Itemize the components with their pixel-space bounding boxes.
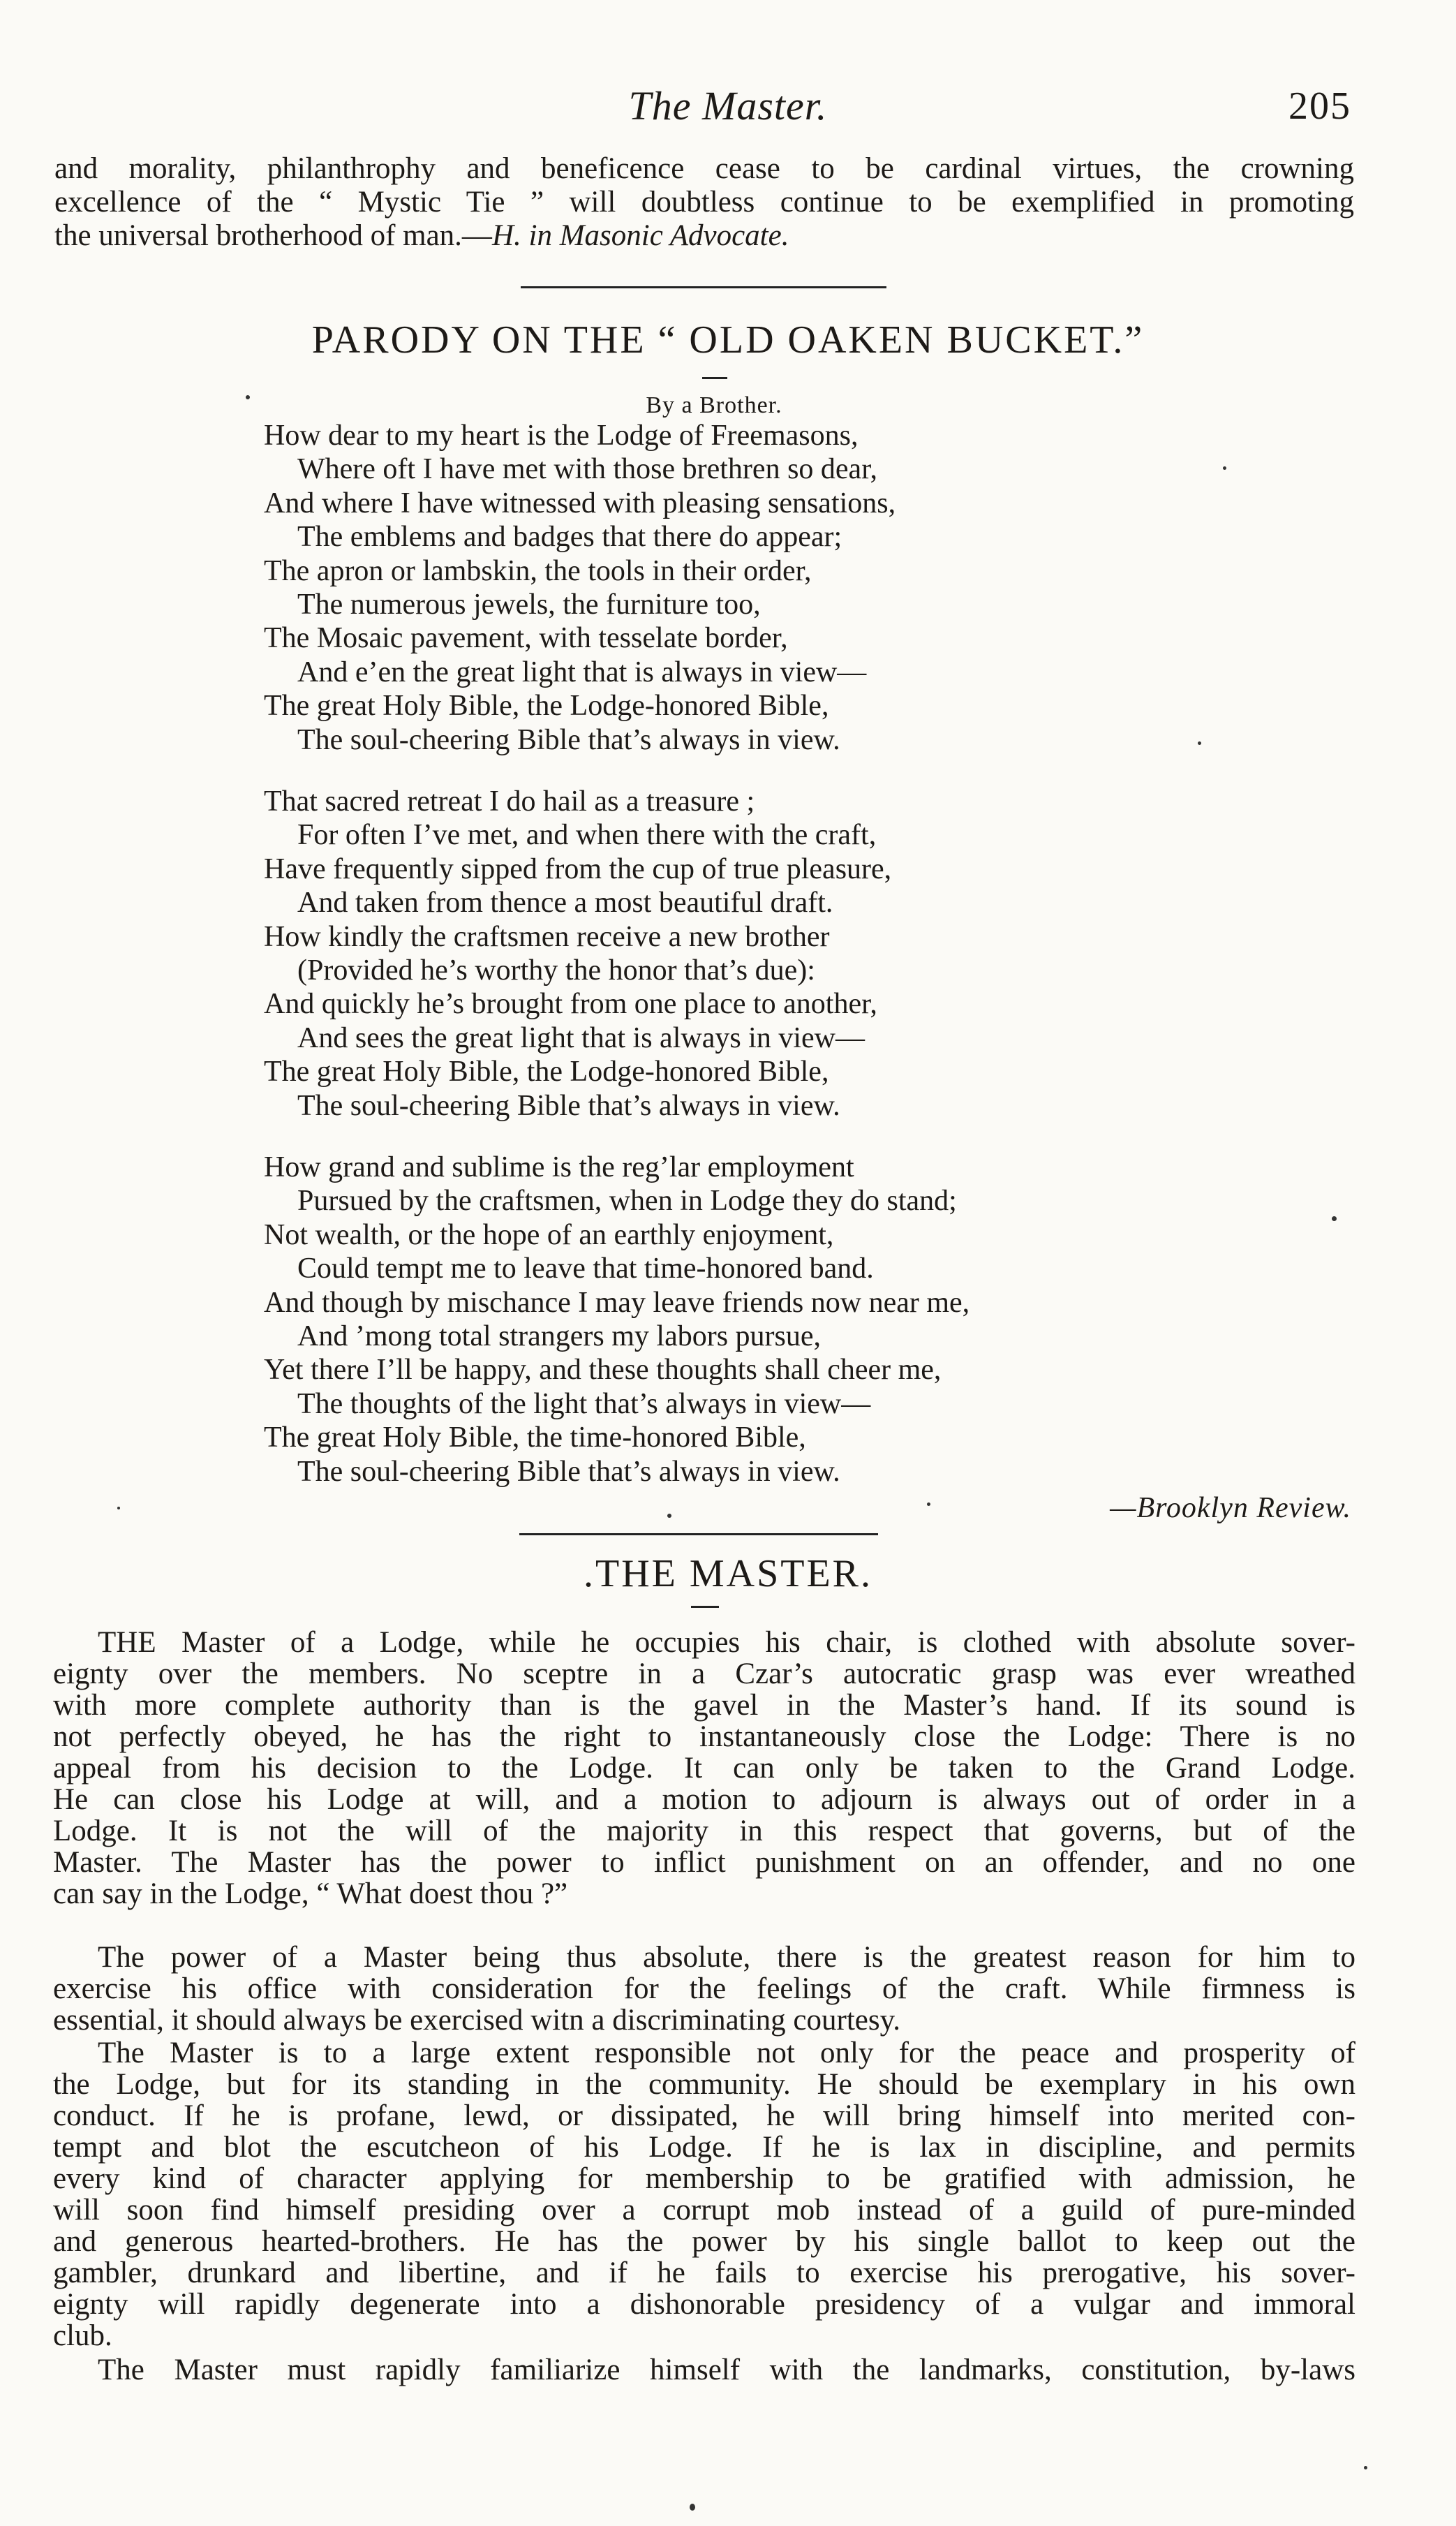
paragraph-line: tempt and blot the escutcheon of his Lodge. If he is lax in discipline, and permits — [53, 2131, 1355, 2164]
master-paragraph-2 — [53, 1942, 1355, 2036]
paragraph-line: conduct. If he is profane, lewd, or dissipated, he will bring himself into merited con- — [53, 2099, 1355, 2132]
scan-speck — [667, 1514, 671, 1518]
intro-line-text: the universal brotherhood of man.— — [54, 219, 492, 252]
poem-line: (Provided he’s worthy the honor that’s due): — [297, 954, 815, 987]
scan-speck — [927, 1502, 930, 1506]
poem-line: And taken from thence a most beautiful draft. — [297, 887, 833, 919]
section-divider — [521, 286, 886, 288]
intro-line: and morality, philanthrophy and beneficence cease to be cardinal virtues, the crowning — [54, 152, 1354, 185]
paragraph-line: The Master must rapidly familiarize himself with the landmarks, constitution, by-laws — [98, 2354, 1355, 2386]
poem-line: And though by mischance I may leave friends now near me, — [264, 1286, 970, 1319]
running-head — [0, 82, 1456, 138]
paragraph-line: with more complete authority than is the gavel in the Master’s hand. If its sound is — [53, 1689, 1355, 1722]
poem-line: The emblems and badges that there do appear; — [297, 521, 842, 554]
parody-heading: PARODY ON THE “ OLD OAKEN BUCKET.” — [311, 318, 1145, 362]
poem-attribution: —Brooklyn Review. — [1110, 1492, 1351, 1524]
parody-byline: By a Brother. — [646, 392, 782, 418]
poem-stanza-1 — [264, 419, 1325, 757]
poem-line: Where oft I have met with those brethren so dear, — [297, 453, 877, 486]
poem-line: Could tempt me to leave that time-honored band. — [297, 1253, 874, 1285]
paragraph-line: appeal from his decision to the Lodge. It can only be taken to the Grand Lodge. — [53, 1752, 1355, 1785]
poem-line: The great Holy Bible, the Lodge-honored Bible, — [264, 690, 829, 723]
heading-dash — [702, 377, 727, 379]
heading-dash — [691, 1606, 719, 1608]
poem-line: The soul-cheering Bible that’s always in view. — [297, 723, 840, 756]
paragraph-line: Master. The Master has the power to inflict punishment on an offender, and no one — [53, 1846, 1355, 1879]
poem-line: And quickly he’s brought from one place to another, — [264, 988, 877, 1021]
poem-line: Pursued by the craftsmen, when in Lodge they do stand; — [297, 1185, 957, 1218]
poem-line: And ’mong total strangers my labors pursue, — [297, 1320, 822, 1353]
poem-line: Have frequently sipped from the cup of true pleasure, — [264, 852, 892, 885]
scan-speck — [1223, 466, 1226, 470]
paragraph-line: essential, it should always be exercised witn a discriminating courtesy. — [53, 2004, 901, 2037]
scan-speck — [1332, 1216, 1337, 1221]
paragraph-line: gambler, drunkard and libertine, and if he fails to exercise his prerogative, his sover- — [53, 2257, 1355, 2289]
master-paragraph-3 — [53, 2037, 1355, 2351]
scan-speck — [246, 395, 250, 399]
running-title: The Master. — [628, 83, 828, 128]
paragraph-line: not perfectly obeyed, he has the right to instantaneously close the Lodge: There is no — [53, 1720, 1355, 1753]
poem-line: The apron or lambskin, the tools in their order, — [264, 554, 812, 587]
poem-line: How grand and sublime is the reg’lar employment — [264, 1151, 854, 1183]
poem-stanza-3 — [264, 1151, 1325, 1489]
poem-line: Yet there I’ll be happy, and these thoughts shall cheer me, — [264, 1354, 942, 1387]
poem-line: The great Holy Bible, the Lodge-honored Bible, — [264, 1056, 829, 1088]
poem-line: And sees the great light that is always in view— — [297, 1021, 865, 1054]
paragraph-line: and generous hearted-brothers. He has the power by his single ballot to keep out the — [53, 2225, 1355, 2258]
paragraph-line: exercise his office with consideration for the feelings of the craft. While firmness is — [53, 1972, 1355, 2005]
paragraph-line: the Lodge, but for its standing in the community. He should be exemplary in his own — [53, 2068, 1355, 2101]
scan-speck — [1364, 2466, 1367, 2469]
master-paragraph-4 — [53, 2354, 1355, 2386]
poem-line: The soul-cheering Bible that’s always in view. — [297, 1455, 840, 1488]
paragraph-line: eignty over the members. No sceptre in a Czar’s autocratic grasp was ever wreathed — [53, 1657, 1355, 1690]
paragraph-line: every kind of character applying for membership to be gratified with admission, he — [53, 2162, 1355, 2195]
poem-line: How dear to my heart is the Lodge of Freemasons, — [264, 420, 859, 452]
intro-credit: H. in Masonic Advocate. — [491, 219, 789, 252]
paragraph-line: can say in the Lodge, “ What doest thou ?” — [53, 1877, 568, 1910]
paragraph-line: club. — [53, 2319, 112, 2352]
scan-speck — [117, 1507, 120, 1509]
poem-stanza-2 — [264, 785, 1325, 1123]
poem-line: That sacred retreat I do hail as a treasure ; — [264, 785, 755, 818]
poem-line: The great Holy Bible, the time-honored Bible, — [264, 1421, 806, 1454]
intro-paragraph — [54, 152, 1354, 253]
poem-line: The soul-cheering Bible that’s always in view. — [297, 1089, 840, 1122]
paragraph-line: The power of a Master being thus absolute, there is the greatest reason for him to — [98, 1941, 1355, 1974]
poem-line: For often I’ve met, and when there with the craft, — [297, 819, 877, 852]
poem-line: How kindly the craftsmen receive a new brother — [264, 920, 830, 953]
poem-line: And where I have witnessed with pleasing sensations, — [264, 487, 896, 519]
paragraph-line: He can close his Lodge at will, and a motion to adjourn is always out of order in a — [53, 1783, 1355, 1816]
paragraph-line: eignty will rapidly degenerate into a dishonorable presidency of a vulgar and immoral — [53, 2288, 1355, 2321]
paragraph-line: The Master is to a large extent responsible not only for the peace and prosperity of — [98, 2037, 1355, 2069]
scan-speck — [1198, 741, 1201, 745]
paragraph-line: Lodge. It is not the will of the majority in this respect that governs, but of the — [53, 1815, 1355, 1847]
poem-line: The numerous jewels, the furniture too, — [297, 589, 761, 621]
scan-speck — [690, 2504, 695, 2511]
poem-line: The thoughts of the light that’s always in view— — [297, 1387, 871, 1420]
poem-line: The Mosaic pavement, with tesselate border, — [264, 622, 788, 655]
poem-line: And e’en the great light that is always in view— — [297, 656, 867, 688]
intro-last-line — [54, 219, 1354, 253]
intro-line: excellence of the “ Mystic Tie ” will doubtless continue to be exemplified in promoting — [54, 186, 1354, 219]
paragraph-line: THE Master of a Lodge, while he occupies his chair, is clothed with absolute sover- — [98, 1626, 1355, 1659]
poem-line: Not wealth, or the hope of an earthly enjoyment, — [264, 1218, 834, 1251]
section-divider — [519, 1533, 878, 1535]
master-paragraph-1 — [53, 1627, 1355, 1910]
master-heading: .THE MASTER. — [584, 1552, 872, 1595]
page-number: 205 — [1288, 84, 1351, 128]
paragraph-line: will soon find himself presiding over a corrupt mob instead of a guild of pure-minded — [53, 2194, 1355, 2226]
